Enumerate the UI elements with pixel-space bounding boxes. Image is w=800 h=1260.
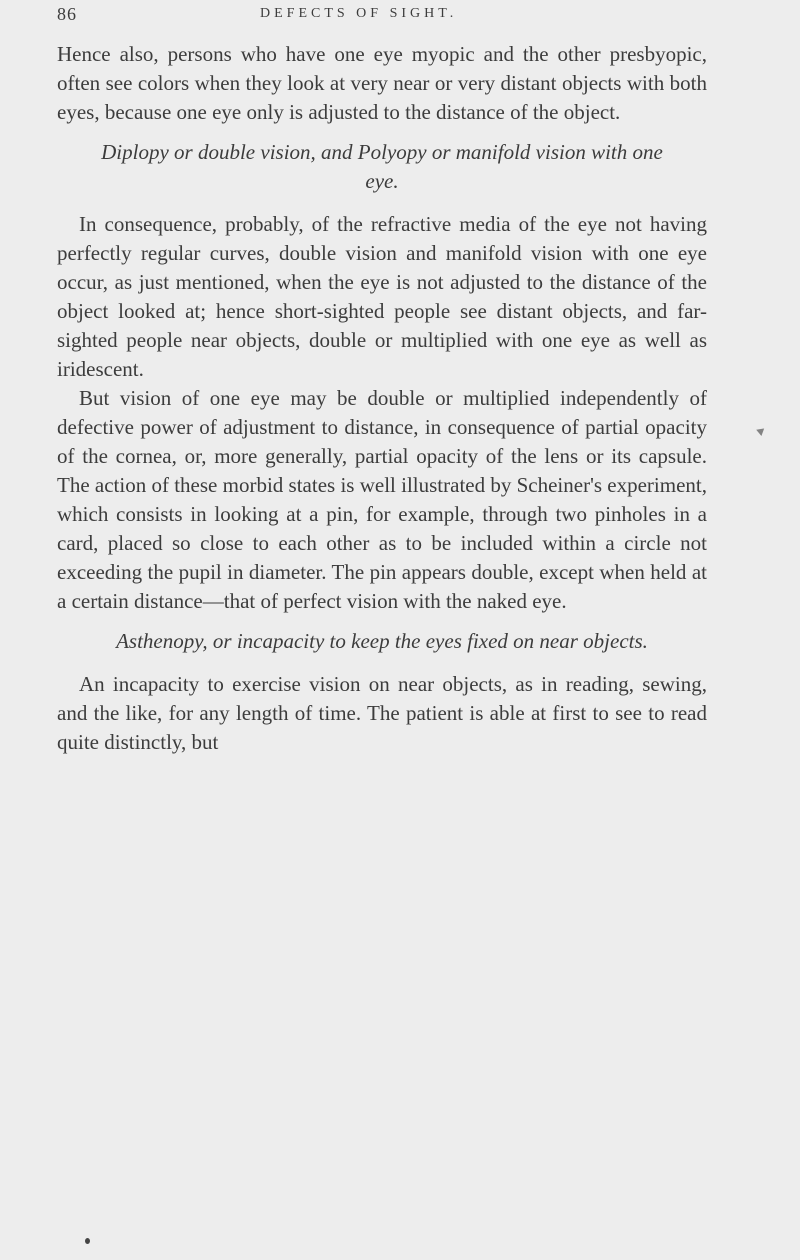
paragraph-asthenopy: An incapacity to exercise vision on near objects, as in reading, sewing, and the like, for any length of time. The patient is able at first to see to read quite distinctly, but <box>57 672 707 754</box>
running-head <box>0 0 800 40</box>
paragraph-double-vision: In consequence, probably, of the refractive media of the eye not having perfectly regular curves, double vision and manifold vision with one eye occur, as just mentioned, when the eye is not adjusted to the distance of the object looked at; hence short-sighted people see distant objects, and far-sighted people near objects, double or multiplied with one eye as well as iridescent. <box>57 212 707 381</box>
section-heading-asthenopy: Asthenopy, or incapacity to keep the eyes fixed on near objects. <box>116 629 648 653</box>
margin-mark <box>755 426 764 436</box>
body-text <box>57 40 707 757</box>
page-number: 86 <box>57 4 77 24</box>
paragraph-scheiner-experiment: But vision of one eye may be double or multiplied independently of defective power of adjustment to distance, in consequence of partial opacity of the cornea, or, more generally, partial opacity of the lens or its capsule. The action of these morbid states is well illustrated by Scheiner's experiment, which consists in looking at a pin, for example, through two pinholes in a card, placed so close to each other as to be included within a circle not exceeding the pupil in diameter. The pin appears double, except when held at a certain distance—that of perfect vision with the naked eye. <box>57 386 707 613</box>
section-heading-diplopy: Diplopy or double vision, and Polyopy or manifold vision with one eye. <box>101 140 663 193</box>
ink-spot <box>85 1238 90 1244</box>
running-title: DEFECTS OF SIGHT. <box>260 6 458 21</box>
paragraph-colors: Hence also, persons who have one eye myopic and the other presbyopic, often see colors when they look at very near or very distant objects with both eyes, because one eye only is adjusted to the distance of the object. <box>57 42 707 124</box>
